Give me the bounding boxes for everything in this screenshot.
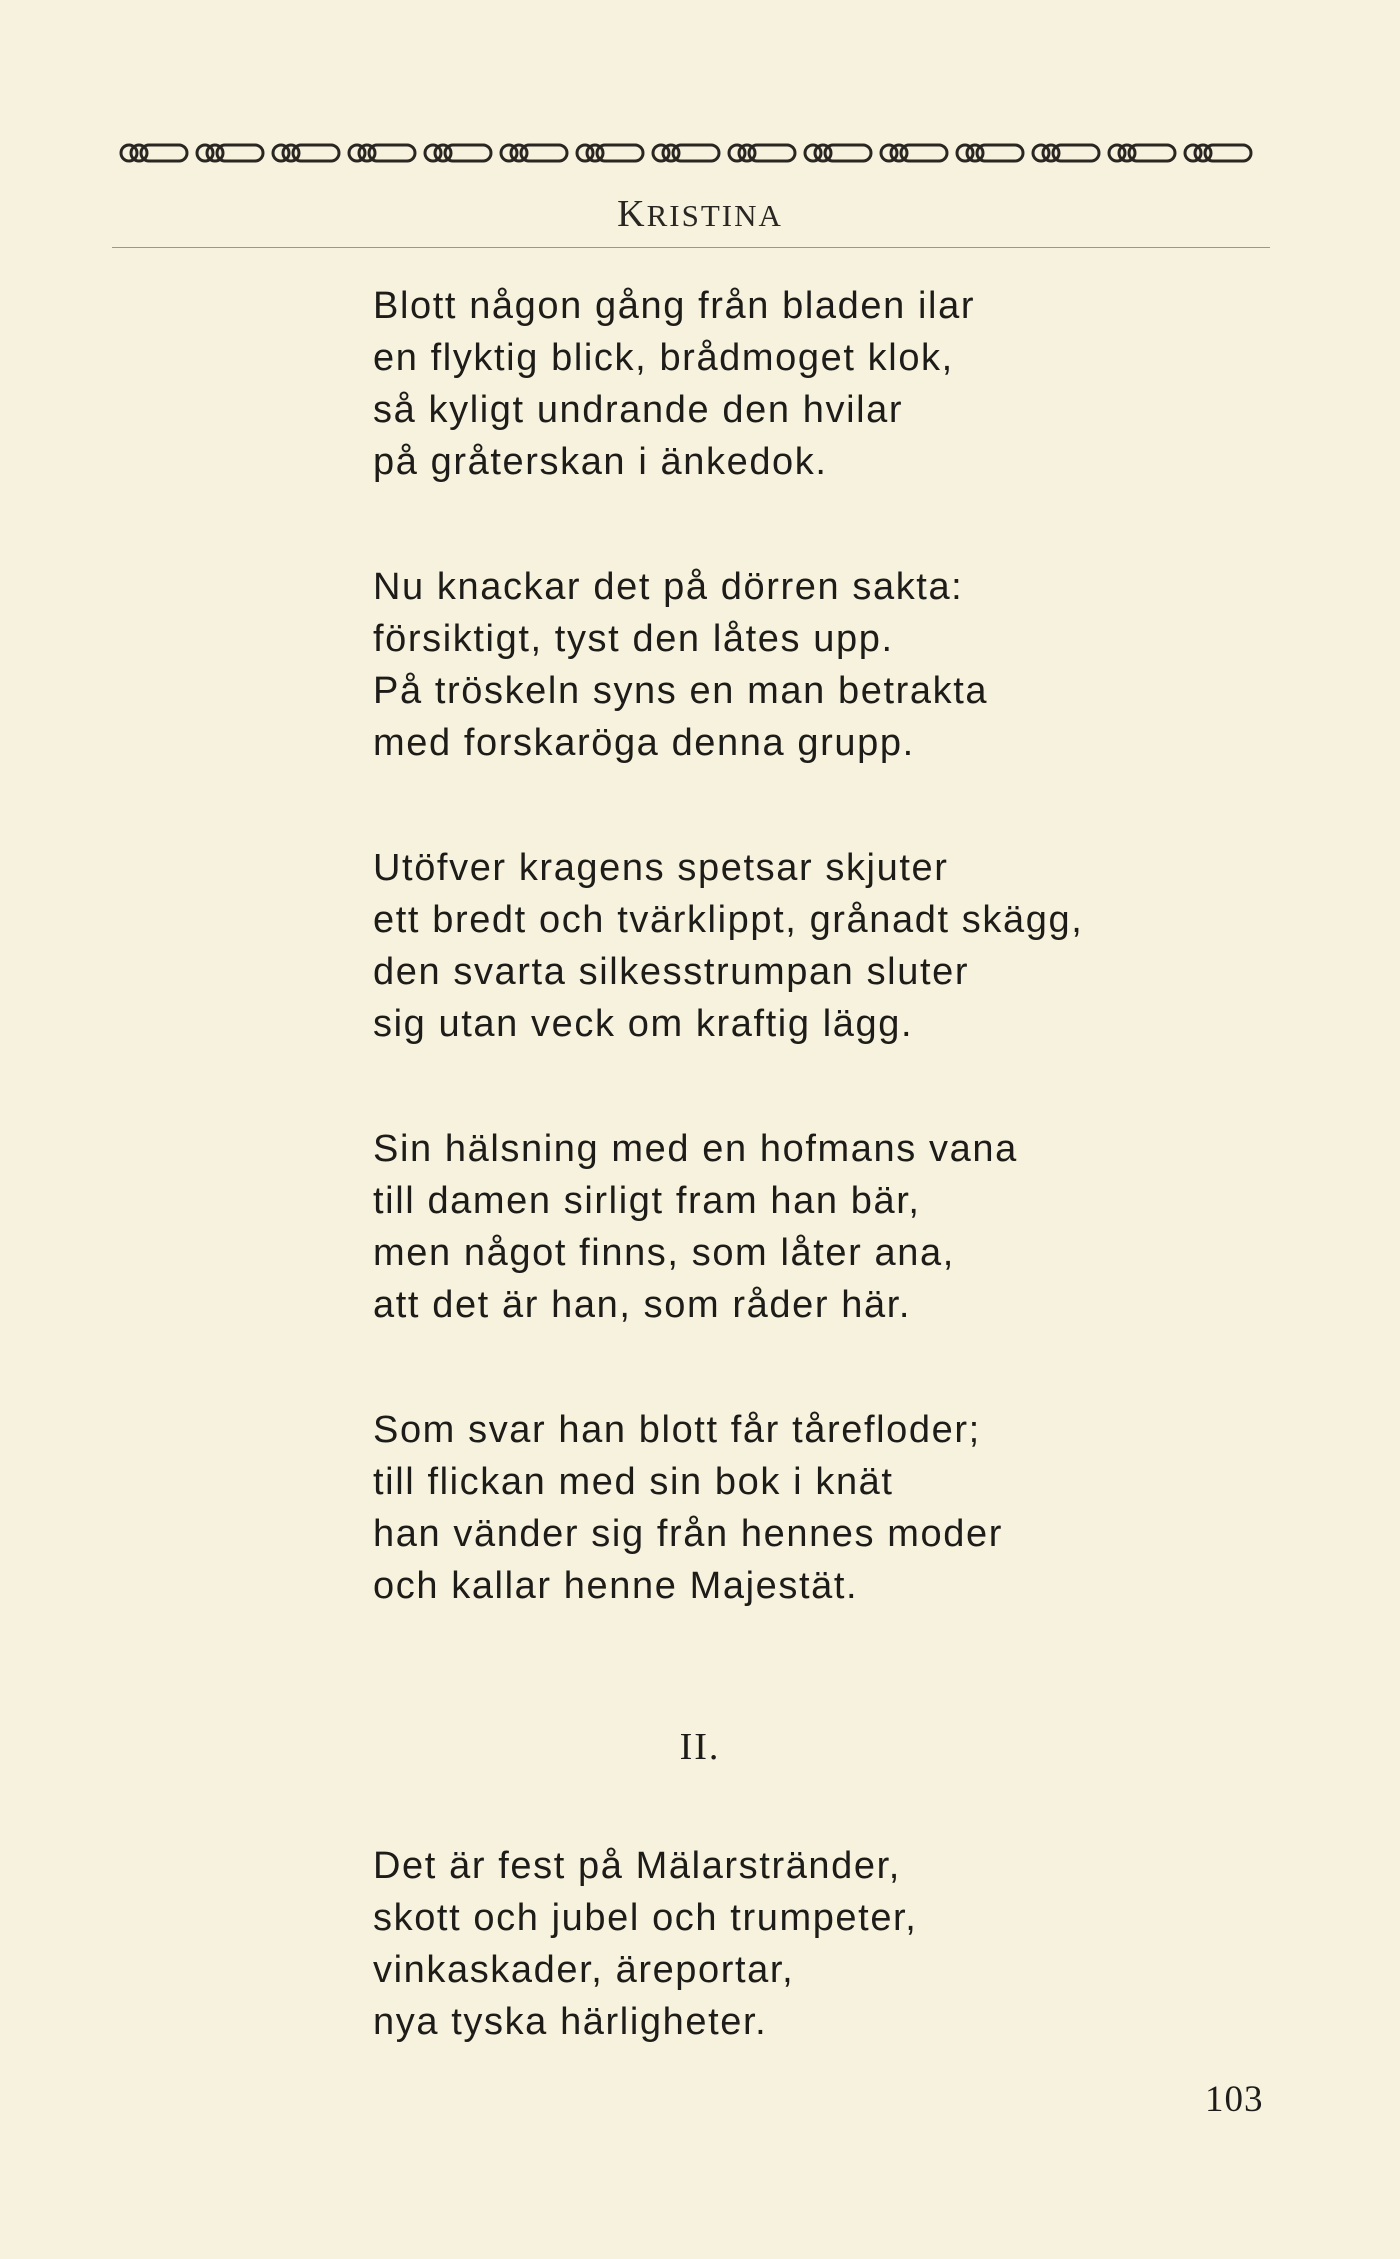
section-number: II. <box>679 1726 721 1768</box>
verse-line: skott och jubel och trumpeter, <box>373 1897 918 1939</box>
verse-line: Som svar han blott får tårefloder; <box>373 1409 981 1451</box>
verse-line: en flyktig blick, brådmoget klok, <box>373 337 954 379</box>
verse-line: Nu knackar det på dörren sakta: <box>373 566 964 608</box>
verse-line: men något finns, som låter ana, <box>373 1232 955 1274</box>
verse-line: ett bredt och tvärklippt, grånadt skägg, <box>373 899 1084 941</box>
verse-line: nya tyska härligheter. <box>373 2001 768 2043</box>
verse-line: han vänder sig från hennes moder <box>373 1513 1004 1555</box>
stanza <box>373 842 1273 1050</box>
verse-line: på gråterskan i änkedok. <box>373 441 828 483</box>
stanza <box>373 1404 1273 1612</box>
stanza <box>373 1840 1273 2048</box>
verse-line: Det är fest på Mälarstränder, <box>373 1845 901 1887</box>
header-rule <box>112 247 1270 248</box>
decorative-border-ornament <box>115 138 1263 168</box>
verse-line: och kallar henne Majestät. <box>373 1565 859 1607</box>
verse-line: att det är han, som råder här. <box>373 1284 912 1326</box>
verse-line: sig utan veck om kraftig lägg. <box>373 1003 914 1045</box>
stanza <box>373 561 1273 769</box>
page-number: 103 <box>1205 2079 1264 2120</box>
verse-line: så kyligt undrande den hvilar <box>373 389 904 431</box>
verse-line: Blott någon gång från bladen ilar <box>373 285 976 327</box>
stanza <box>373 280 1273 488</box>
verse-line: vinkaskader, äreportar, <box>373 1949 795 1991</box>
verse-line: den svarta silkesstrumpan sluter <box>373 951 970 993</box>
verse-line: med forskaröga denna grupp. <box>373 722 915 764</box>
stanza <box>373 1123 1273 1331</box>
running-head-initial: K <box>617 193 647 235</box>
verse-line: till damen sirligt fram han bär, <box>373 1180 921 1222</box>
verse-line: På tröskeln syns en man betrakta <box>373 670 989 712</box>
running-head <box>0 192 1400 236</box>
verse-line: Utöfver kragens spetsar skjuter <box>373 847 949 889</box>
verse-line: försiktigt, tyst den låtes upp. <box>373 618 894 660</box>
verse-line: Sin hälsning med en hofmans vana <box>373 1128 1018 1170</box>
poem-part-two <box>373 1840 1273 2121</box>
poem-part-one <box>373 280 1273 1685</box>
verse-line: till flickan med sin bok i knät <box>373 1461 894 1503</box>
running-head-rest: RISTINA <box>646 198 783 233</box>
